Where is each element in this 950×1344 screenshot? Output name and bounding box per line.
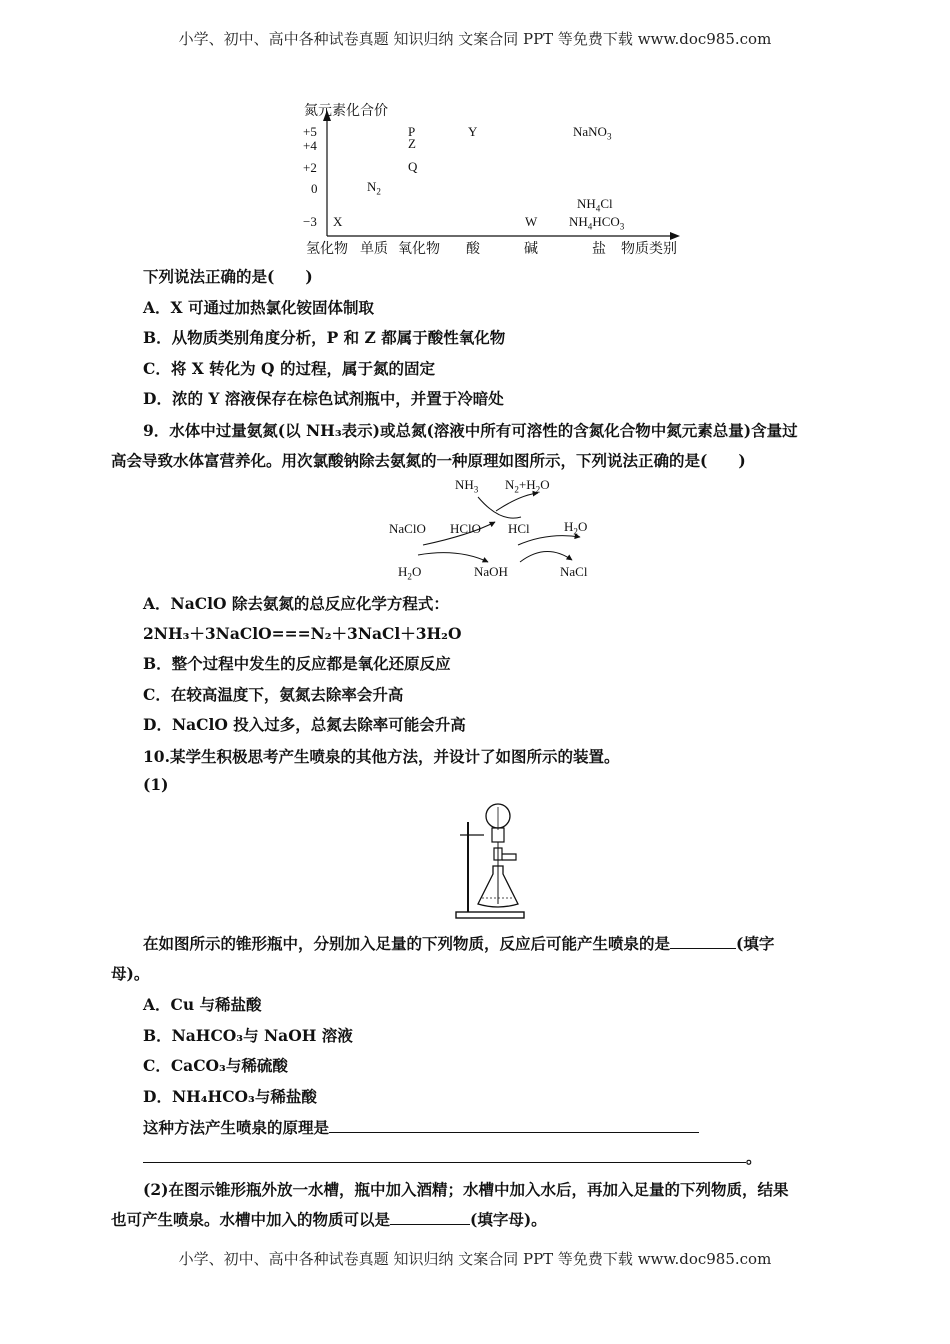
x-category-label: 碱 xyxy=(524,242,538,257)
h2o-to-naoh-arrow xyxy=(418,553,488,562)
q9-option-c: C．在较高温度下，氨氮去除率会升高 xyxy=(143,685,404,704)
n2-arrow xyxy=(496,493,538,511)
nacl-label: NaCl xyxy=(560,564,588,579)
y-tick-label: +5 xyxy=(303,124,317,139)
x-category-label: 盐 xyxy=(592,242,606,257)
q10-part1-label: (1) xyxy=(143,775,169,794)
y-tick-label: −3 xyxy=(303,214,317,229)
hclo-label: HClO xyxy=(450,521,482,536)
x-category-label: 单质 xyxy=(360,242,388,257)
part2-answer-blank[interactable] xyxy=(390,1209,470,1225)
hcl-label: HCl xyxy=(508,521,530,536)
h2o-right-label: $H_2O$ xyxy=(564,519,588,537)
q9-option-b: B．整个过程中发生的反应都是氧化还原反应 xyxy=(143,654,451,673)
q9-stem-line2: 高会导致水体富营养化。用次氯酸钠除去氨氮的一种原理如图所示，下列说法正确的是( ) xyxy=(111,451,746,470)
answer-blank[interactable] xyxy=(670,933,736,949)
point-label-nh4hco3: $NH_4HCO_3$ xyxy=(569,214,625,232)
q9-stem-line1: 9．水体中过量氨氮(以 NH₃表示)或总氮(溶液中所有可溶性的含氮化合物中氮元素总量)含量过 xyxy=(143,421,798,440)
point-label-x: X xyxy=(333,214,343,229)
page-footer: 小学、初中、高中各种试卷真题 知识归纳 文案合同 PPT 等免费下载 www.doc985.com xyxy=(178,1250,772,1268)
q10-part2-line2: 也可产生喷泉。水槽中加入的物质可以是 (填字母)。 xyxy=(111,1210,547,1229)
naoh-label: NaOH xyxy=(474,564,508,579)
y-tick-label: +2 xyxy=(303,160,317,175)
y-tick-label: +4 xyxy=(303,138,317,153)
q8-option-a: A．X 可通过加热氯化铵固体制取 xyxy=(143,298,374,317)
q9-equation: 2NH₃＋3NaClO===N₂＋3NaCl＋3H₂O xyxy=(143,624,462,643)
q10-part1-stem-cont: 母)。 xyxy=(111,964,150,983)
q10-part2-line1: (2)在图示锥形瓶外放一水槽，瓶中加入酒精；水槽中加入水后，再加入足量的下列物质，结果 xyxy=(143,1180,789,1199)
q10-principle-question: 这种方法产生喷泉的原理是 xyxy=(143,1116,699,1138)
fountain-apparatus-illustration xyxy=(440,800,540,922)
point-label-w: W xyxy=(525,214,538,229)
q10-principle-cont: 。 xyxy=(143,1146,762,1168)
y-tick-label: 0 xyxy=(311,181,318,196)
n2-h2o-label: $N_2+H_2O$ xyxy=(505,477,550,495)
point-label-nh4cl: $NH_4Cl$ xyxy=(577,196,613,214)
point-label-nano3: NaNO$_3$ xyxy=(573,124,612,142)
flask-neck xyxy=(492,828,504,842)
mechanism-arrows xyxy=(0,0,950,600)
q10-option-b: B．NaHCO₃与 NaOH 溶液 xyxy=(143,1026,353,1045)
x-category-label: 氢化物 xyxy=(306,242,348,257)
q10-part1-stem: 在如图所示的锥形瓶中，分别加入足量的下列物质，反应后可能产生喷泉的是 (填字 xyxy=(143,934,775,953)
q10-stem: 10.某学生积极思考产生喷泉的其他方法，并设计了如图所示的装置。 xyxy=(143,747,620,766)
point-label-z: Z xyxy=(408,136,416,151)
q8-option-b: B．从物质类别角度分析，P 和 Z 都属于酸性氧化物 xyxy=(143,328,506,347)
y-axis-title: 氮元素化合价 xyxy=(304,104,388,119)
naclo-label: NaClO xyxy=(389,521,426,536)
q9-option-a: A．NaClO 除去氨氮的总反应化学方程式： xyxy=(143,594,449,613)
point-label-n2: $N_2$ xyxy=(367,179,381,197)
q10-option-c: C．CaCO₃与稀硫酸 xyxy=(143,1056,288,1075)
stand-base xyxy=(456,912,524,918)
q8-option-d: D．浓的 Y 溶液保存在棕色试剂瓶中，并置于冷暗处 xyxy=(143,389,504,408)
side-tube xyxy=(502,854,516,860)
q8-option-c: C．将 X 转化为 Q 的过程，属于氮的固定 xyxy=(143,359,435,378)
hcl-to-h2o-arrow xyxy=(518,536,580,545)
x-category-label: 氧化物 xyxy=(398,242,440,257)
h2o-left-label: $H_2O$ xyxy=(398,564,422,582)
x-category-label: 酸 xyxy=(466,242,480,257)
q8-stem: 下列说法正确的是( ) xyxy=(143,267,313,286)
point-label-p: P xyxy=(408,124,416,139)
principle-blank-1[interactable] xyxy=(329,1117,699,1133)
principle-blank-2[interactable] xyxy=(143,1147,746,1163)
x-axis-title: 物质类别 xyxy=(621,242,677,257)
point-label-y: Y xyxy=(468,124,478,139)
nh3-label: $NH_3$ xyxy=(455,477,479,495)
q10-option-d: D．NH₄HCO₃与稀盐酸 xyxy=(143,1087,317,1106)
q10-option-a: A．Cu 与稀盐酸 xyxy=(143,995,262,1014)
naoh-to-nacl-arrow xyxy=(520,551,572,562)
page-header: 小学、初中、高中各种试卷真题 知识归纳 文案合同 PPT 等免费下载 www.doc985.com xyxy=(178,30,772,48)
q9-option-d: D．NaClO 投入过多，总氮去除率可能会升高 xyxy=(143,715,466,734)
point-label-q: Q xyxy=(408,159,418,174)
